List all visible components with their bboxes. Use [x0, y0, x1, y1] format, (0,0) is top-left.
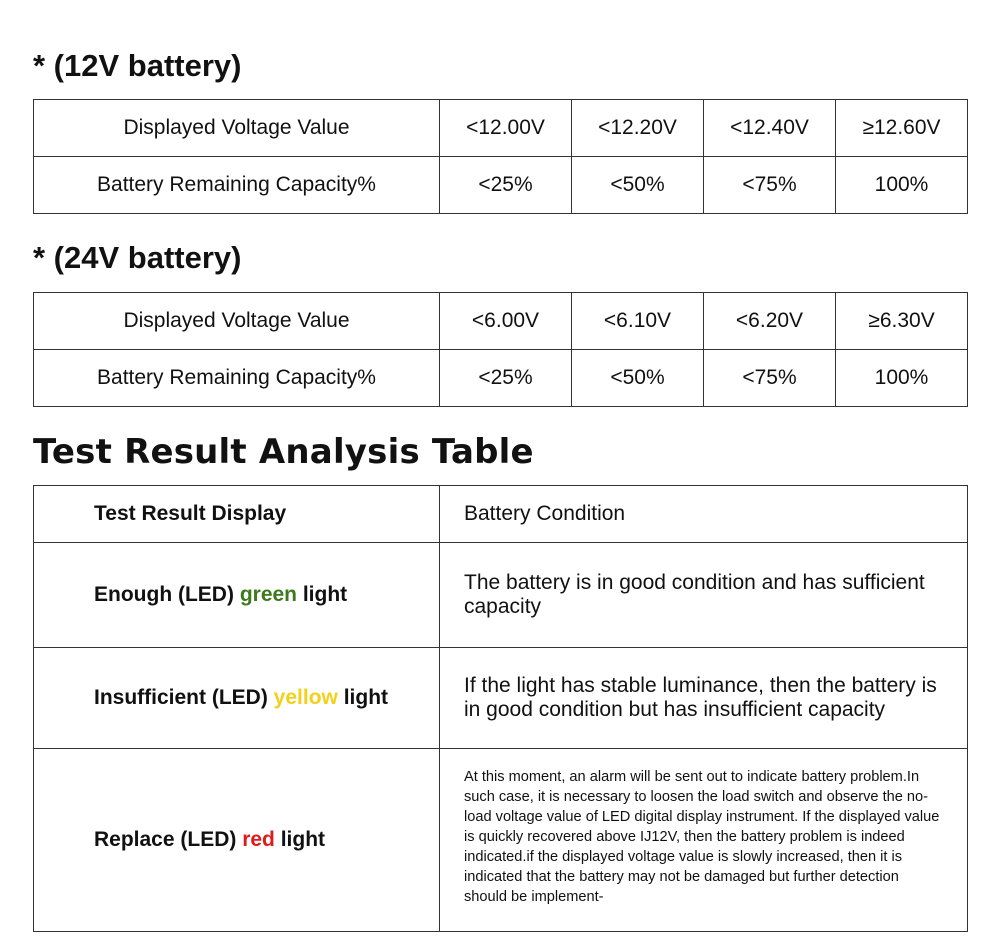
voltage-cell: <6.20V: [704, 293, 836, 350]
header-test-result-display: Test Result Display: [34, 486, 440, 543]
voltage-cell: <6.10V: [572, 293, 704, 350]
color-word-green: green: [239, 583, 297, 606]
voltage-cell: <6.00V: [440, 293, 572, 350]
voltage-cell: ≥6.30V: [836, 293, 968, 350]
table-test-result-analysis: [33, 485, 968, 932]
result-display-replace: [34, 749, 440, 932]
color-word-yellow: yellow: [273, 686, 338, 709]
voltage-cell: <12.20V: [572, 100, 704, 157]
capacity-cell: <25%: [440, 157, 572, 214]
capacity-cell: 100%: [836, 350, 968, 407]
capacity-cell: 100%: [836, 157, 968, 214]
heading-12v-battery: * (12V battery): [33, 48, 242, 83]
condition-replace: At this moment, an alarm will be sent out to indicate battery problem.In such case, it is necessary to loosen the load switch and observe the no-load voltage value of LED digital display instrument. If the displayed value is quickly recovered above IJ12V, then the battery problem is indeed indicated.if the displayed voltage value is slowly increased, then it is indicated that the battery may not be damaged but further detection should be implement-: [440, 749, 968, 932]
result-prefix: Enough (LED): [94, 583, 240, 606]
table-row-enough: [34, 543, 968, 648]
result-suffix: light: [297, 583, 348, 606]
table-row-voltage: [34, 293, 968, 350]
capacity-cell: <50%: [572, 157, 704, 214]
row-label-capacity: Battery Remaining Capacity%: [34, 350, 440, 407]
capacity-cell: <25%: [440, 350, 572, 407]
table-24v-battery: [33, 292, 968, 407]
row-label-capacity: Battery Remaining Capacity%: [34, 157, 440, 214]
table-row-capacity: [34, 157, 968, 214]
result-suffix: light: [337, 686, 389, 709]
table-header-row: [34, 486, 968, 543]
color-word-red: red: [242, 828, 275, 851]
result-display-insufficient: [34, 648, 440, 749]
condition-enough: The battery is in good condition and has sufficient capacity: [440, 543, 968, 648]
heading-test-result-analysis: Test Result Analysis Table: [33, 432, 534, 472]
table-row-capacity: [34, 350, 968, 407]
result-display-enough: [34, 543, 440, 648]
capacity-cell: <50%: [572, 350, 704, 407]
voltage-cell: <12.40V: [704, 100, 836, 157]
row-label-voltage: Displayed Voltage Value: [34, 293, 440, 350]
table-row-voltage: [34, 100, 968, 157]
capacity-cell: <75%: [704, 350, 836, 407]
table-row-replace: [34, 749, 968, 932]
row-label-voltage: Displayed Voltage Value: [34, 100, 440, 157]
voltage-cell: ≥12.60V: [836, 100, 968, 157]
result-prefix: Replace (LED): [94, 828, 243, 851]
result-suffix: light: [274, 828, 326, 851]
condition-insufficient: If the light has stable luminance, then the battery is in good condition but has insufficient capacity: [440, 648, 968, 749]
table-12v-battery: [33, 99, 968, 214]
table-row-insufficient: [34, 648, 968, 749]
header-battery-condition: Battery Condition: [440, 486, 968, 543]
heading-24v-battery: * (24V battery): [33, 240, 242, 275]
voltage-cell: <12.00V: [440, 100, 572, 157]
capacity-cell: <75%: [704, 157, 836, 214]
result-prefix: Insufficient (LED): [94, 686, 274, 709]
